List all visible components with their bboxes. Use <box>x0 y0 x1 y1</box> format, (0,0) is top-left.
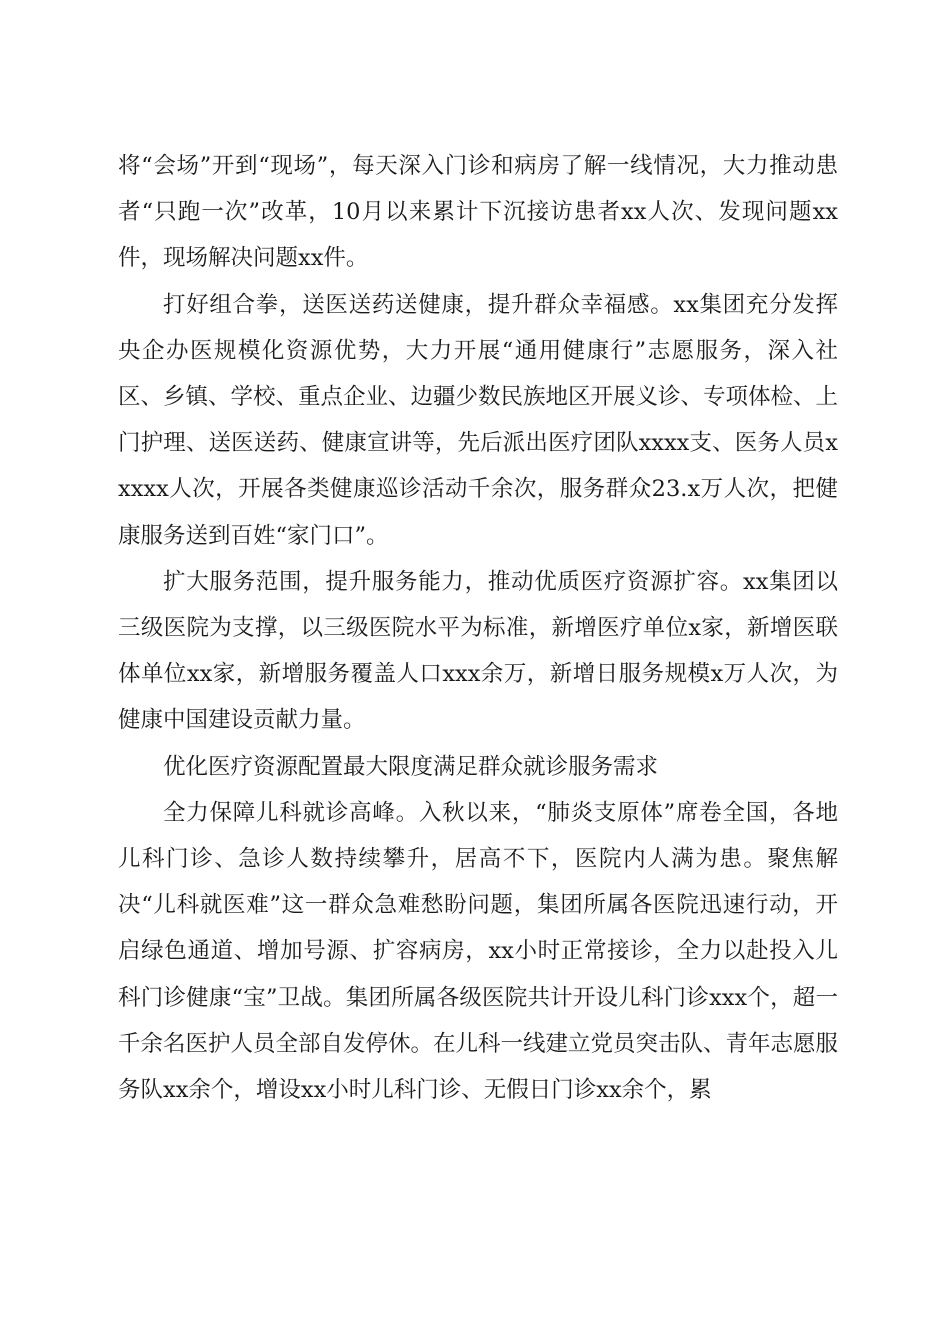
paragraph-health-outreach: 打好组合拳，送医送药送健康，提升群众幸福感。xx集团充分发挥央企办医规模化资源优势，大力开展“通用健康行”志愿服务，深入社区、乡镇、学校、重点企业、边疆少数民族地区开展义诊、专项体检、上门护理、送医送药、健康宣讲等，先后派出医疗团队xxxx支、医务人员xxxxx人次，开展各类健康巡诊活动千余次，服务群众23.x万人次，把健康服务送到百姓“家门口”。 <box>118 291 839 549</box>
paragraph-pediatrics: 全力保障儿科就诊高峰。入秋以来，“肺炎支原体”席卷全国，各地儿科门诊、急诊人数持续攀升，居高不下，医院内人满为患。聚焦解决“儿科就医难”这一群众急难愁盼问题，集团所属各医院迅速行动，开启绿色通道、增加号源、扩容病房，xx小时正常接诊，全力以赴投入儿科门诊健康“宝”卫战。集团所属各级医院共计开设儿科门诊xxx个，超一千余名医护人员全部自发停休。在儿科一线建立党员突击队、青年志愿服务队xx余个，增设xx小时儿科门诊、无假日门诊xx余个，累 <box>118 799 839 1104</box>
section-heading: 优化医疗资源配置最大限度满足群众就诊服务需求 <box>163 753 659 780</box>
paragraph-service-expansion: 扩大服务范围，提升服务能力，推动优质医疗资源扩容。xx集团以三级医院为支撑，以三级医院水平为标准，新增医疗单位x家，新增医联体单位xx家，新增服务覆盖人口xxx余万，新增日服务规模x万人次，为健康中国建设贡献力量。 <box>118 568 838 734</box>
document-body <box>118 143 838 1113</box>
paragraph-continuation: 将“会场”开到“现场”，每天深入门诊和病房了解一线情况，大力推动患者“只跑一次”改革，10月以来累计下沉接访患者xx人次、发现问题xx件，现场解决问题xx件。 <box>118 153 838 272</box>
